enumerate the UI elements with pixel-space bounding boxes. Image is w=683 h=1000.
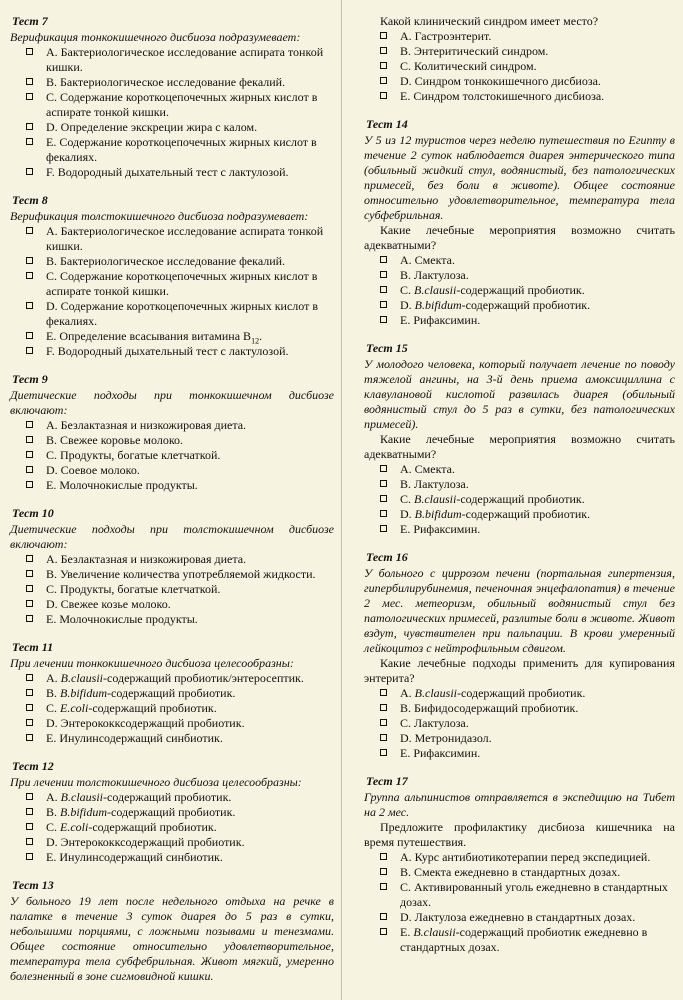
answer-option-label: B. B.bifidum-содержащий пробиотик. — [46, 805, 236, 819]
checkbox-icon[interactable] — [380, 868, 387, 875]
answer-option[interactable] — [364, 686, 675, 701]
answer-option[interactable] — [364, 477, 675, 492]
checkbox-icon[interactable] — [380, 883, 387, 890]
test-block — [10, 878, 334, 984]
answer-option-label: E. Молочнокислые продукты. — [46, 612, 198, 626]
answer-option-label: A. Бактериологическое исследование аспирата тонкой кишки. — [46, 224, 324, 253]
answer-option[interactable] — [10, 224, 334, 254]
test-stem: Какие лечебные мероприятия возможно считать адекватными? — [364, 223, 675, 252]
answer-option[interactable] — [10, 75, 334, 90]
test-question: Верификация тонкокишечного дисбиоза подразумевает: — [10, 30, 301, 44]
answer-option[interactable] — [10, 269, 334, 299]
test-block — [364, 550, 675, 761]
answer-option-label: B. Смекта ежедневно в стандартных дозах. — [400, 865, 621, 879]
checkbox-icon[interactable] — [380, 704, 387, 711]
option-list — [10, 671, 334, 746]
test-title: Тест 15 — [366, 341, 408, 355]
checkbox-icon[interactable] — [26, 823, 33, 830]
checkbox-icon[interactable] — [380, 62, 387, 69]
test-title: Тест 8 — [12, 193, 48, 207]
test-question: При лечении толстокишечного дисбиоза целесообразны: — [10, 775, 302, 789]
answer-option-label: E. Рифаксимин. — [400, 522, 481, 536]
column-divider — [341, 0, 342, 1000]
checkbox-icon[interactable] — [380, 271, 387, 278]
checkbox-icon[interactable] — [26, 615, 33, 622]
answer-option-label: A. Смекта. — [400, 253, 455, 267]
answer-option-label: B. Свежее коровье молоко. — [46, 433, 184, 447]
test-title: Тест 14 — [366, 117, 408, 131]
answer-option-label: A. Гастроэнтерит. — [400, 29, 492, 43]
answer-option[interactable] — [364, 268, 675, 283]
answer-option[interactable] — [10, 701, 334, 716]
checkbox-icon[interactable] — [380, 480, 387, 487]
answer-option-label: C. Продукты, богатые клетчаткой. — [46, 448, 221, 462]
checkbox-icon[interactable] — [26, 138, 33, 145]
checkbox-icon[interactable] — [26, 48, 33, 55]
answer-option-label: B. Лактулоза. — [400, 268, 469, 282]
answer-option-label: C. Лактулоза. — [400, 716, 469, 730]
answer-option[interactable] — [364, 850, 675, 865]
answer-option[interactable] — [364, 507, 675, 522]
answer-option[interactable] — [10, 135, 334, 165]
checkbox-icon[interactable] — [26, 555, 33, 562]
answer-option[interactable] — [10, 299, 334, 329]
checkbox-icon[interactable] — [380, 734, 387, 741]
answer-option[interactable] — [10, 418, 334, 433]
checkbox-icon[interactable] — [380, 495, 387, 502]
answer-option[interactable] — [10, 433, 334, 448]
answer-option-label: B. Бифидосодержащий пробиотик. — [400, 701, 579, 715]
test-title: Тест 11 — [12, 640, 54, 654]
checkbox-icon[interactable] — [26, 257, 33, 264]
checkbox-icon[interactable] — [26, 585, 33, 592]
checkbox-icon[interactable] — [380, 525, 387, 532]
answer-option[interactable] — [10, 567, 334, 582]
test-question: У больного 19 лет после недельного отдыха на речке в палатке в течение 3 суток диарея до 5 раз в сутки, небольшими порциями, с ложными позывами и тенезмами. Общее состояние относительно удовлетворительное, температура тела субфебрильная. Живот мягкий, умеренно болезненный в зоне сигмовидной кишки. — [10, 894, 334, 983]
test-question: При лечении тонкокишечного дисбиоза целесообразны: — [10, 656, 294, 670]
answer-option-label: A. Смекта. — [400, 462, 455, 476]
test-question: У больного с циррозом печени (портальная гипертензия, гипербилирубинемия, печеночная энцефалопатия) в течение 2 мес. метеоризм, обильный водянистый стул без патологических примесей, разлитые боли в животе. Живот вздут, чувствителен при пальпации. В крови умеренный лейкоцитоз с нейтрофильным сдвигом. — [364, 566, 675, 655]
answer-option-label: D. B.bifidum-содержащий пробиотик. — [400, 507, 591, 521]
checkbox-icon[interactable] — [26, 481, 33, 488]
option-list — [364, 686, 675, 761]
answer-option[interactable] — [10, 716, 334, 731]
answer-option-label: C. E.coli-содержащий пробиотик. — [46, 701, 217, 715]
answer-option-label: F. Водородный дыхательный тест с лактулозой. — [46, 344, 289, 358]
test-question: Диетические подходы при толстокишечном дисбиозе включают: — [10, 522, 334, 551]
right-column — [344, 0, 683, 1000]
answer-option-label: A. B.clausii-содержащий пробиотик/энтеросептик. — [46, 671, 304, 685]
answer-option[interactable] — [10, 165, 334, 180]
option-list — [10, 790, 334, 865]
answer-option-label: A. Безлактазная и низкожировая диета. — [46, 418, 247, 432]
answer-option-label: D. Метронидазол. — [400, 731, 492, 745]
answer-option[interactable] — [364, 29, 675, 44]
checkbox-icon[interactable] — [380, 286, 387, 293]
answer-option-label: D. Синдром тонкокишечного дисбиоза. — [400, 74, 601, 88]
test-title: Тест 13 — [12, 878, 54, 892]
answer-option[interactable] — [364, 701, 675, 716]
checkbox-icon[interactable] — [26, 302, 33, 309]
checkbox-icon[interactable] — [380, 316, 387, 323]
answer-option-label: A. B.clausii-содержащий пробиотик. — [46, 790, 232, 804]
checkbox-icon[interactable] — [26, 689, 33, 696]
test-stem: Какие лечебные мероприятия возможно считать адекватными? — [364, 432, 675, 461]
test-block — [10, 372, 334, 493]
answer-option[interactable] — [364, 283, 675, 298]
checkbox-icon[interactable] — [26, 168, 33, 175]
answer-option[interactable] — [10, 731, 334, 746]
checkbox-icon[interactable] — [26, 227, 33, 234]
answer-option[interactable] — [364, 522, 675, 537]
answer-option[interactable] — [364, 731, 675, 746]
checkbox-icon[interactable] — [26, 78, 33, 85]
checkbox-icon[interactable] — [380, 32, 387, 39]
option-list — [364, 253, 675, 328]
test-question: У молодого человека, который получает лечение по поводу тяжелой ангины, на 3-й день приема амоксициллина с клавулановой кислотой развилась диарея (обильный водянистый стул до 5 раз в сутки, без патологических примесей). — [364, 357, 675, 431]
checkbox-icon[interactable] — [26, 93, 33, 100]
answer-option[interactable] — [364, 44, 675, 59]
checkbox-icon[interactable] — [26, 272, 33, 279]
answer-option[interactable] — [364, 910, 675, 925]
option-list — [10, 552, 334, 627]
answer-option-label: A. Безлактазная и низкожировая диета. — [46, 552, 247, 566]
test-block — [364, 774, 675, 955]
checkbox-icon[interactable] — [26, 704, 33, 711]
test-block — [364, 117, 675, 328]
answer-option-label: C. B.clausii-содержащий пробиотик. — [400, 283, 585, 297]
test-title: Тест 10 — [12, 506, 54, 520]
test-question: Группа альпинистов отправляется в экспедицию на Тибет на 2 мес. — [364, 790, 675, 819]
answer-option-label: B. Бактериологическое исследование фекалий. — [46, 254, 286, 268]
test-block — [10, 506, 334, 627]
answer-option-label: E. Рифаксимин. — [400, 746, 481, 760]
answer-option-label: C. Колитический синдром. — [400, 59, 537, 73]
answer-option[interactable] — [364, 59, 675, 74]
checkbox-icon[interactable] — [380, 928, 387, 935]
answer-option-label: C. Содержание короткоцепочечных жирных кислот в аспирате тонкой кишки. — [46, 90, 318, 119]
answer-option[interactable] — [10, 597, 334, 612]
option-list — [364, 29, 675, 104]
test-title: Тест 17 — [366, 774, 408, 788]
checkbox-icon[interactable] — [26, 123, 33, 130]
checkbox-icon[interactable] — [26, 719, 33, 726]
checkbox-icon[interactable] — [380, 301, 387, 308]
checkbox-icon[interactable] — [26, 793, 33, 800]
answer-option[interactable] — [364, 746, 675, 761]
answer-option-label: C. Продукты, богатые клетчаткой. — [46, 582, 221, 596]
answer-option[interactable] — [10, 45, 334, 75]
answer-option[interactable] — [10, 254, 334, 269]
test-block — [10, 14, 334, 180]
checkbox-icon[interactable] — [26, 421, 33, 428]
option-list — [10, 418, 334, 493]
checkbox-icon[interactable] — [26, 466, 33, 473]
answer-option[interactable] — [10, 344, 334, 359]
checkbox-icon[interactable] — [26, 853, 33, 860]
answer-option-label: D. Определение экскреции жира с калом. — [46, 120, 258, 134]
answer-option-label: D. Свежее козье молоко. — [46, 597, 171, 611]
answer-option-label: C. Содержание короткоцепочечных жирных кислот в аспирате тонкой кишки. — [46, 269, 318, 298]
option-list — [364, 850, 675, 955]
answer-option[interactable] — [10, 582, 334, 597]
answer-option-label: A. Бактериологическое исследование аспирата тонкой кишки. — [46, 45, 324, 74]
answer-option-label: D. Энтерококксодержащий пробиотик. — [46, 716, 245, 730]
answer-option[interactable] — [10, 790, 334, 805]
answer-option-label: B. Увеличение количества употребляемой жидкости. — [46, 567, 316, 581]
answer-option[interactable] — [364, 716, 675, 731]
answer-option-label: E. Инулинсодержащий синбиотик. — [46, 731, 223, 745]
answer-option-label: E. Рифаксимин. — [400, 313, 481, 327]
checkbox-icon[interactable] — [380, 77, 387, 84]
test-block — [364, 14, 675, 104]
test-question: Диетические подходы при тонкокишечном дисбиозе включают: — [10, 388, 334, 417]
checkbox-icon[interactable] — [380, 256, 387, 263]
answer-option[interactable] — [10, 329, 334, 344]
checkbox-icon[interactable] — [380, 465, 387, 472]
checkbox-icon[interactable] — [26, 808, 33, 815]
answer-option[interactable] — [10, 835, 334, 850]
answer-option-label: B. Бактериологическое исследование фекалий. — [46, 75, 286, 89]
test-title: Тест 7 — [12, 14, 48, 28]
answer-option-label: C. Активированный уголь ежедневно в стандартных дозах. — [400, 880, 668, 909]
answer-option[interactable] — [10, 820, 334, 835]
option-list — [10, 224, 334, 359]
answer-option-label: D. Лактулоза ежедневно в стандартных дозах. — [400, 910, 636, 924]
answer-option-label: E. Инулинсодержащий синбиотик. — [46, 850, 223, 864]
answer-option[interactable] — [10, 120, 334, 135]
answer-option[interactable] — [364, 462, 675, 477]
checkbox-icon[interactable] — [380, 510, 387, 517]
checkbox-icon[interactable] — [26, 451, 33, 458]
option-list — [10, 45, 334, 180]
checkbox-icon[interactable] — [380, 689, 387, 696]
checkbox-icon[interactable] — [26, 600, 33, 607]
answer-option[interactable] — [10, 686, 334, 701]
test-stem: Предложите профилактику дисбиоза кишечника на время путешествия. — [364, 820, 675, 849]
answer-option-label: D. Соевое молоко. — [46, 463, 140, 477]
answer-option-label: D. Энтерококксодержащий пробиотик. — [46, 835, 245, 849]
answer-option[interactable] — [10, 90, 334, 120]
test-title: Тест 12 — [12, 759, 54, 773]
test-block — [10, 640, 334, 746]
answer-option[interactable] — [364, 925, 675, 955]
test-block — [364, 341, 675, 537]
checkbox-icon[interactable] — [380, 47, 387, 54]
answer-option[interactable] — [10, 463, 334, 478]
checkbox-icon[interactable] — [380, 749, 387, 756]
answer-option[interactable] — [364, 880, 675, 910]
option-list — [364, 462, 675, 537]
answer-option[interactable] — [364, 492, 675, 507]
checkbox-icon[interactable] — [26, 570, 33, 577]
answer-option[interactable] — [364, 865, 675, 880]
checkbox-icon[interactable] — [26, 734, 33, 741]
answer-option[interactable] — [364, 74, 675, 89]
answer-option[interactable] — [10, 552, 334, 567]
left-column — [0, 0, 340, 1000]
test-title: Тест 9 — [12, 372, 48, 386]
test-title: Тест 16 — [366, 550, 408, 564]
test-stem: Какой клинический синдром имеет место? — [380, 14, 599, 28]
answer-option-label: B. B.bifidum-содержащий пробиотик. — [46, 686, 236, 700]
checkbox-icon[interactable] — [26, 347, 33, 354]
checkbox-icon[interactable] — [380, 913, 387, 920]
answer-option-label: B. Лактулоза. — [400, 477, 469, 491]
answer-option[interactable] — [364, 89, 675, 104]
checkbox-icon[interactable] — [26, 674, 33, 681]
test-question: Верификация толстокишечного дисбиоза подразумевает: — [10, 209, 309, 223]
checkbox-icon[interactable] — [380, 92, 387, 99]
test-block — [10, 759, 334, 865]
answer-option-label: A. Курс антибиотикотерапии перед экспедицией. — [400, 850, 651, 864]
answer-option-label: A. B.clausii-содержащий пробиотик. — [400, 686, 586, 700]
test-stem: Какие лечебные подходы применить для купирования энтерита? — [364, 656, 675, 685]
answer-option-label: B. Энтеритический синдром. — [400, 44, 549, 58]
answer-option-label: D. B.bifidum-содержащий пробиотик. — [400, 298, 591, 312]
answer-option[interactable] — [10, 478, 334, 493]
answer-option-label: C. B.clausii-содержащий пробиотик. — [400, 492, 585, 506]
checkbox-icon[interactable] — [26, 332, 33, 339]
answer-option[interactable] — [364, 313, 675, 328]
checkbox-icon[interactable] — [26, 838, 33, 845]
test-question: У 5 из 12 туристов через неделю путешествия по Египту в течение 2 суток наблюдается диарея энтерического типа (обильный жидкий стул, водянистый, без патологических примесей, без боли в животе). Общее состояние относительно удовлетворительное, температура тела субфебрильная. — [364, 133, 675, 222]
answer-option-label: E. Определение всасывания витамина $B_{12}$. — [46, 329, 263, 346]
answer-option[interactable] — [364, 253, 675, 268]
checkbox-icon[interactable] — [26, 436, 33, 443]
answer-option[interactable] — [10, 448, 334, 463]
answer-option-label: E. B.clausii-содержащий пробиотик ежедневно в стандартных дозах. — [400, 925, 648, 954]
test-block — [10, 193, 334, 359]
answer-option-label: C. E.coli-содержащий пробиотик. — [46, 820, 217, 834]
answer-option-label: D. Содержание короткоцепочечных жирных кислот в фекалиях. — [46, 299, 319, 328]
answer-option-label: E. Синдром толстокишечного дисбиоза. — [400, 89, 605, 103]
answer-option-label: F. Водородный дыхательный тест с лактулозой. — [46, 165, 289, 179]
answer-option-label: E. Содержание короткоцепочечных жирных кислот в фекалиях. — [46, 135, 317, 164]
checkbox-icon[interactable] — [380, 853, 387, 860]
answer-option[interactable] — [10, 671, 334, 686]
answer-option-label: E. Молочнокислые продукты. — [46, 478, 198, 492]
answer-option[interactable] — [364, 298, 675, 313]
answer-option[interactable] — [10, 612, 334, 627]
answer-option[interactable] — [10, 850, 334, 865]
checkbox-icon[interactable] — [380, 719, 387, 726]
answer-option[interactable] — [10, 805, 334, 820]
